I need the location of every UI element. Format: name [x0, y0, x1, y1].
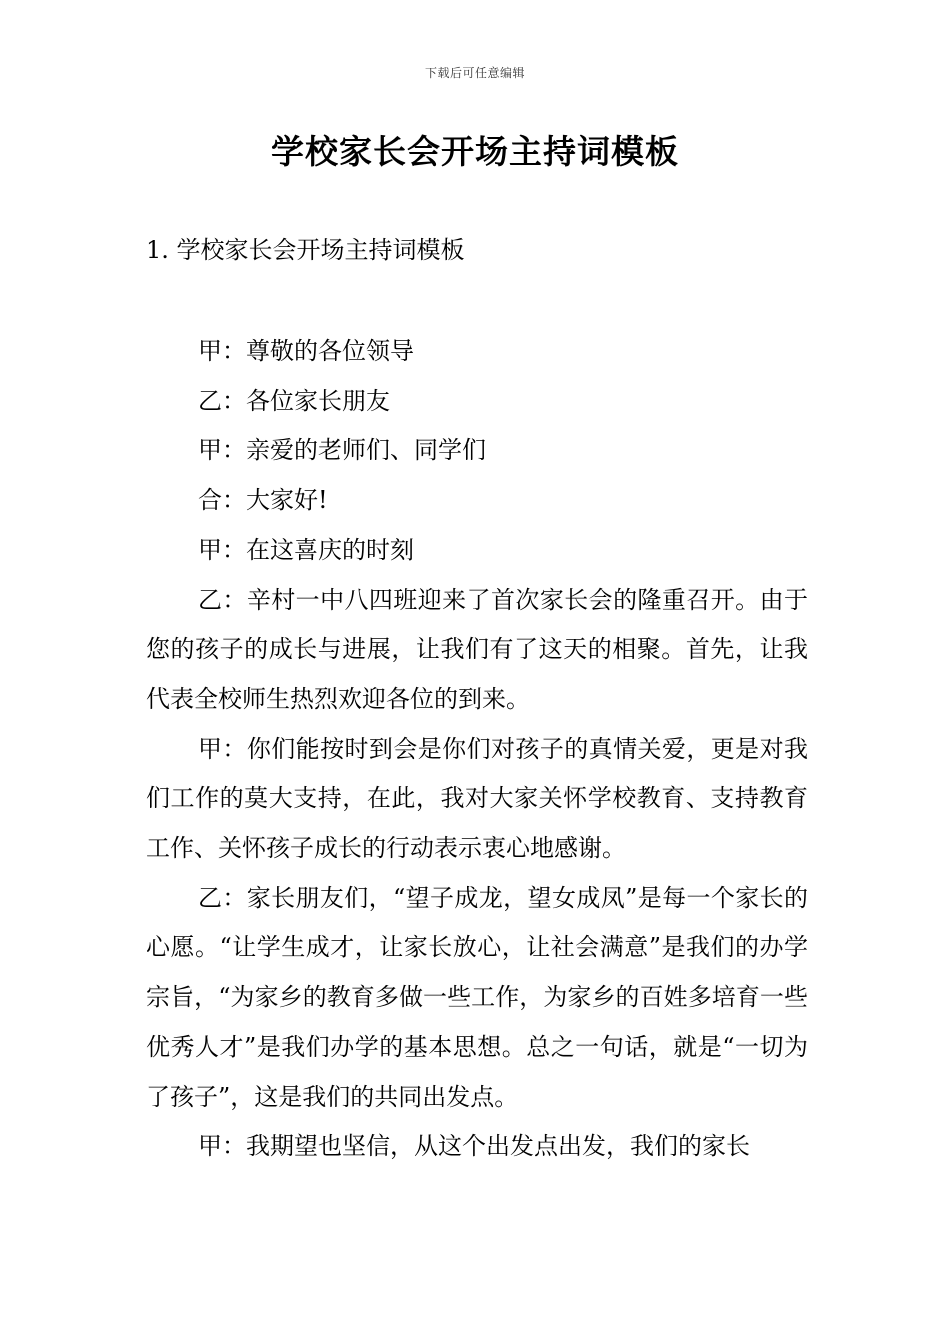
- document-title: 学校家长会开场主持词模板: [271, 132, 679, 171]
- dialog-line: 甲：在这喜庆的时刻: [198, 535, 414, 564]
- dialog-line: 乙：各位家长朋友: [198, 386, 390, 415]
- dialog-paragraph: 甲：你们能按时到会是你们对孩子的真情关爱，更是对我们工作的莫大支持，在此，我对大家关怀学校教育、支持教育工作、关怀孩子成长的行动表示衷心地感谢。: [146, 734, 808, 863]
- document-body: [146, 327, 808, 1172]
- dialog-paragraph: 乙：辛村一中八四班迎来了首次家长会的隆重召开。由于您的孩子的成长与进展，让我们有了这天的相聚。首先，让我代表全校师生热烈欢迎各位的到来。: [146, 585, 808, 713]
- dialog-line: 甲：尊敬的各位领导: [198, 337, 414, 365]
- dialog-line: 甲：亲爱的老师们、同学们: [198, 436, 486, 465]
- dialog-line: 合：大家好!: [198, 486, 328, 515]
- dialog-paragraph: 乙：家长朋友们，“望子成龙，望女成凤”是每一个家长的心愿。“让学生成才，让家长放心，让社会满意”是我们的办学宗旨，“为家乡的教育多做一些工作，为家乡的百姓多培育一些优秀人才”是我们办学的基本思想。总之一句话，就是“一切为了孩子”，这是我们的共同出发点。: [146, 883, 808, 1111]
- page-header-note: 下载后可任意编辑: [424, 66, 525, 80]
- dialog-paragraph: 甲：我期望也坚信，从这个出发点出发，我们的家长: [198, 1132, 750, 1161]
- section-heading: 1. 学校家长会开场主持词模板: [146, 236, 465, 264]
